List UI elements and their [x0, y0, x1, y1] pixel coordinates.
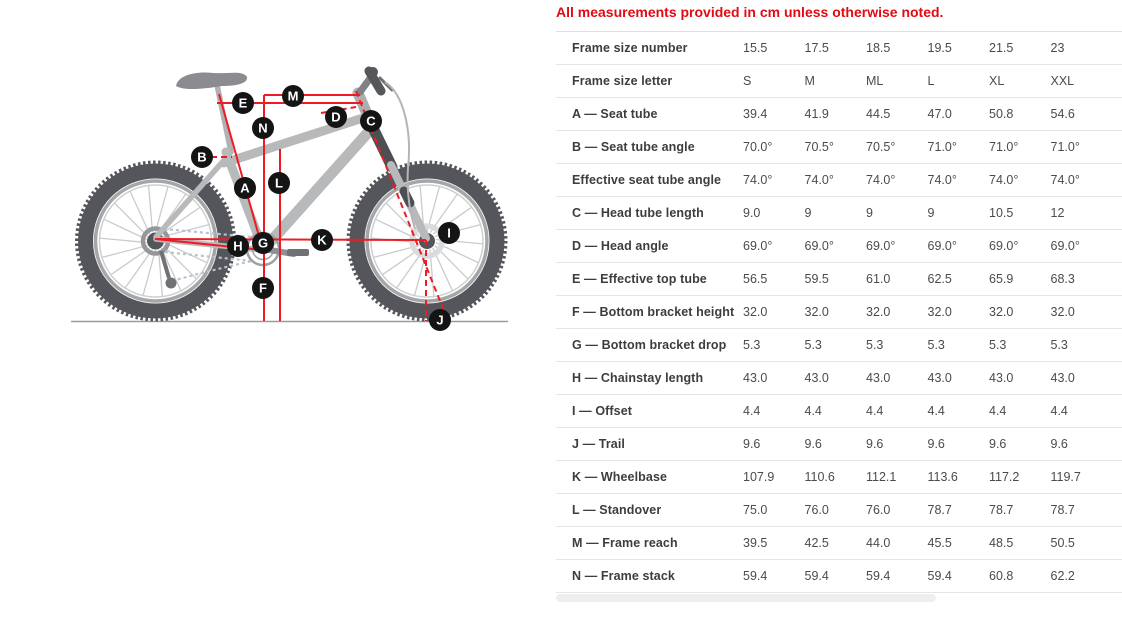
cell-value: 9 — [804, 206, 812, 220]
cell-value: 48.5 — [989, 536, 1014, 550]
cell-value: 32.0 — [804, 305, 829, 319]
row-label: Frame size number — [572, 41, 688, 55]
svg-text:G: G — [257, 235, 269, 251]
row-label: E — Effective top tube — [572, 272, 707, 286]
cell-value: XXL — [1050, 74, 1075, 88]
cell-value: 41.9 — [804, 107, 829, 121]
cell-value: 74.0° — [989, 173, 1019, 187]
cell-value: 74.0° — [927, 173, 957, 187]
cell-value: 69.0° — [1050, 239, 1080, 253]
geometry-label-J — [429, 309, 451, 331]
cell-value: 9.6 — [866, 437, 884, 451]
cell-value: 43.0 — [866, 371, 891, 385]
table-row — [556, 362, 1122, 395]
svg-text:B: B — [197, 149, 207, 165]
cell-value: 65.9 — [989, 272, 1014, 286]
geometry-label-A — [234, 177, 256, 199]
cell-value: 112.1 — [866, 470, 897, 484]
cell-value: 75.0 — [743, 503, 768, 517]
geometry-label-K — [311, 229, 333, 251]
cell-value: 59.4 — [866, 569, 891, 583]
cell-value: 69.0° — [866, 239, 896, 253]
row-label: L — Standover — [572, 503, 662, 517]
row-label: Frame size letter — [572, 74, 673, 88]
cell-value: 9.6 — [1050, 437, 1068, 451]
cell-value: 44.5 — [866, 107, 891, 121]
cell-value: 78.7 — [927, 503, 952, 517]
cell-value: 50.5 — [1050, 536, 1075, 550]
geometry-letter-labels — [191, 85, 460, 331]
cell-value: 68.3 — [1050, 272, 1075, 286]
cell-value: 60.8 — [989, 569, 1014, 583]
cell-value: 17.5 — [804, 41, 829, 55]
cell-value: 5.3 — [743, 338, 761, 352]
bike-diagram-svg — [0, 0, 556, 617]
svg-text:E: E — [238, 95, 248, 111]
cell-value: 78.7 — [1050, 503, 1075, 517]
cell-value: 9.6 — [989, 437, 1007, 451]
row-label: N — Frame stack — [572, 569, 675, 583]
cell-value: L — [927, 74, 935, 88]
cell-value: 71.0° — [927, 140, 957, 154]
geometry-label-H — [227, 235, 249, 257]
table-row — [556, 296, 1122, 329]
cell-value: 32.0 — [1050, 305, 1075, 319]
row-label: K — Wheelbase — [572, 470, 668, 484]
cell-value: 59.4 — [804, 569, 829, 583]
svg-text:N: N — [258, 120, 268, 136]
cell-value: 5.3 — [804, 338, 822, 352]
cell-value: 59.5 — [804, 272, 829, 286]
table-row — [556, 527, 1122, 560]
geometry-label-G — [252, 232, 274, 254]
cell-value: 9 — [927, 206, 935, 220]
table-row — [556, 395, 1122, 428]
table-row — [556, 65, 1122, 98]
cell-value: 9.0 — [743, 206, 761, 220]
cell-value: 4.4 — [989, 404, 1007, 418]
row-label: H — Chainstay length — [572, 371, 704, 385]
cell-value: 4.4 — [1050, 404, 1068, 418]
bike-geometry-diagram — [0, 0, 556, 617]
svg-text:H: H — [233, 238, 243, 254]
cell-value: 21.5 — [989, 41, 1014, 55]
cell-value: 5.3 — [1050, 338, 1068, 352]
svg-text:M: M — [287, 88, 299, 104]
cell-value: 45.5 — [927, 536, 952, 550]
geometry-label-C — [360, 110, 382, 132]
table-row — [556, 32, 1122, 65]
cell-value: 74.0° — [866, 173, 896, 187]
cell-value: 71.0° — [989, 140, 1019, 154]
table-row — [556, 98, 1122, 131]
row-label: D — Head angle — [572, 239, 669, 253]
cell-value: 62.2 — [1050, 569, 1075, 583]
cell-value: 44.0 — [866, 536, 891, 550]
cell-value: 107.9 — [743, 470, 775, 484]
geometry-label-N — [252, 117, 274, 139]
geometry-table-panel — [556, 0, 1122, 617]
geometry-label-E — [232, 92, 254, 114]
cell-value: 70.5° — [804, 140, 834, 154]
wheelbase-line-K — [155, 239, 426, 240]
row-label: A — Seat tube — [572, 107, 658, 121]
cell-value: 4.4 — [927, 404, 945, 418]
cell-value: 9 — [866, 206, 873, 220]
table-row — [556, 461, 1122, 494]
table-row — [556, 197, 1122, 230]
cell-value: 5.3 — [866, 338, 884, 352]
cell-value: 39.4 — [743, 107, 768, 121]
cell-value: 74.0° — [804, 173, 834, 187]
cell-value: XL — [989, 74, 1005, 88]
cell-value: 4.4 — [743, 404, 761, 418]
handlebar — [360, 67, 392, 92]
cell-value: 32.0 — [743, 305, 768, 319]
cell-value: 70.0° — [743, 140, 773, 154]
row-label: F — Bottom bracket height — [572, 305, 735, 319]
table-row — [556, 329, 1122, 362]
table-row — [556, 263, 1122, 296]
cell-value: 110.6 — [804, 470, 835, 484]
cell-value: 59.4 — [927, 569, 952, 583]
pedal — [287, 249, 309, 256]
svg-text:J: J — [436, 312, 444, 328]
cell-value: 119.7 — [1050, 470, 1081, 484]
row-label: J — Trail — [572, 437, 626, 451]
cell-value: 70.5° — [866, 140, 896, 154]
cell-value: S — [743, 74, 752, 88]
row-label: M — Frame reach — [572, 536, 678, 550]
svg-text:D: D — [331, 109, 341, 125]
cell-value: ML — [866, 74, 884, 88]
cell-value: 69.0° — [804, 239, 834, 253]
cell-value: 56.5 — [743, 272, 768, 286]
cell-value: 69.0° — [927, 239, 957, 253]
cell-value: 39.5 — [743, 536, 768, 550]
cell-value: 78.7 — [989, 503, 1014, 517]
geometry-label-M — [282, 85, 304, 107]
cell-value: 43.0 — [743, 371, 768, 385]
row-label: C — Head tube length — [572, 206, 704, 220]
cell-value: 9.6 — [927, 437, 945, 451]
row-label: G — Bottom bracket drop — [572, 338, 727, 352]
cell-value: 59.4 — [743, 569, 768, 583]
table-row — [556, 230, 1122, 263]
svg-text:K: K — [317, 232, 327, 248]
cell-value: 43.0 — [989, 371, 1014, 385]
table-horizontal-scrollbar-thumb[interactable] — [556, 594, 936, 602]
cell-value: 32.0 — [866, 305, 891, 319]
geometry-label-B — [191, 146, 213, 168]
cell-value: 61.0 — [866, 272, 891, 286]
cell-value: 15.5 — [743, 41, 768, 55]
cell-value: 12 — [1050, 206, 1065, 220]
cell-value: 76.0 — [804, 503, 829, 517]
cell-value: 74.0° — [1050, 173, 1080, 187]
cell-value: M — [804, 74, 815, 88]
geometry-label-I — [438, 222, 460, 244]
cell-value: 117.2 — [989, 470, 1020, 484]
seatpost — [216, 80, 231, 152]
svg-text:L: L — [275, 175, 283, 191]
cell-value: 5.3 — [989, 338, 1007, 352]
cell-value: 23 — [1050, 41, 1065, 55]
row-label: B — Seat tube angle — [572, 140, 695, 154]
cell-value: 18.5 — [866, 41, 891, 55]
table-row — [556, 494, 1122, 527]
cell-value: 74.0° — [743, 173, 773, 187]
cell-value: 50.8 — [989, 107, 1014, 121]
geometry-table — [556, 31, 1122, 593]
row-label: Effective seat tube angle — [572, 173, 722, 187]
cell-value: 71.0° — [1050, 140, 1080, 154]
svg-text:I: I — [447, 225, 451, 241]
cell-value: 62.5 — [927, 272, 952, 286]
cell-value: 43.0 — [804, 371, 829, 385]
svg-text:F: F — [259, 280, 267, 296]
cell-value: 5.3 — [927, 338, 945, 352]
cell-value: 9.6 — [743, 437, 761, 451]
cell-value: 76.0 — [866, 503, 891, 517]
cell-value: 43.0 — [1050, 371, 1075, 385]
svg-text:C: C — [366, 113, 376, 129]
cell-value: 4.4 — [804, 404, 822, 418]
saddle — [176, 73, 247, 90]
cell-value: 69.0° — [743, 239, 773, 253]
row-label: I — Offset — [572, 404, 633, 418]
cell-value: 42.5 — [804, 536, 829, 550]
geometry-label-F — [252, 277, 274, 299]
svg-text:A: A — [240, 180, 250, 196]
cell-value: 54.6 — [1050, 107, 1075, 121]
table-row — [556, 164, 1122, 197]
cell-value: 32.0 — [989, 305, 1014, 319]
cell-value: 43.0 — [927, 371, 952, 385]
cell-value: 32.0 — [927, 305, 952, 319]
cell-value: 69.0° — [989, 239, 1019, 253]
cell-value: 47.0 — [927, 107, 952, 121]
cell-value: 19.5 — [927, 41, 952, 55]
geometry-label-D — [325, 106, 347, 128]
table-row — [556, 560, 1122, 593]
table-row — [556, 428, 1122, 461]
cell-value: 4.4 — [866, 404, 884, 418]
cell-value: 113.6 — [927, 470, 958, 484]
cell-value: 9.6 — [804, 437, 822, 451]
cell-value: 10.5 — [989, 206, 1014, 220]
measurements-note: All measurements provided in cm unless otherwise noted. — [556, 4, 944, 20]
table-row — [556, 131, 1122, 164]
geometry-label-L — [268, 172, 290, 194]
